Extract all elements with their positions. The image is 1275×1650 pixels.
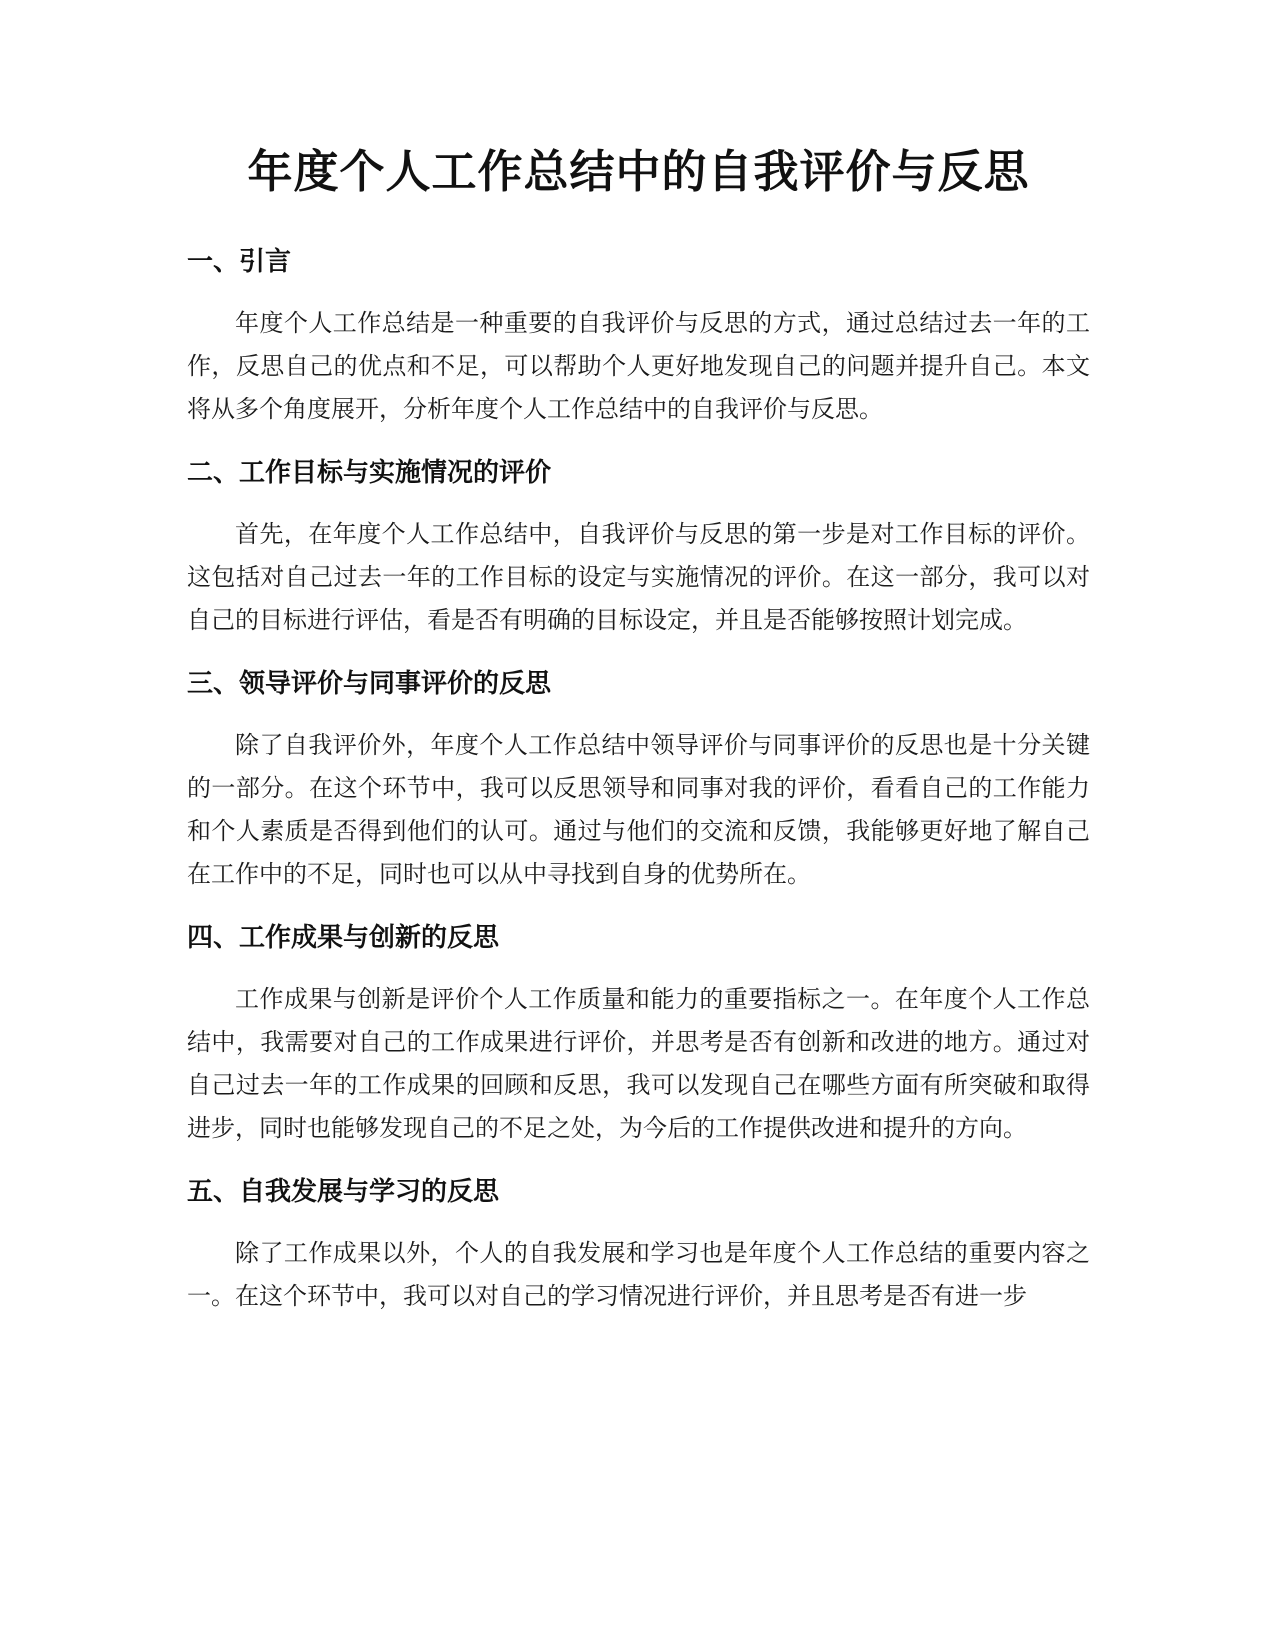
section-heading: 五、自我发展与学习的反思 [187,1177,500,1207]
section-paragraph: 年度个人工作总结是一种重要的自我评价与反思的方式，通过总结过去一年的工作，反思自己的优点和不足，可以帮助个人更好地发现自己的问题并提升自己。本文将从多个角度展开，分析年度个人工作总结中的自我评价与反思。 [187,309,1090,423]
document-page [187,140,1090,1340]
section-heading: 四、工作成果与创新的反思 [187,923,500,953]
section-heading: 二、工作目标与实施情况的评价 [187,458,552,488]
section-introduction [187,242,1090,431]
section-results-innovation [187,918,1090,1150]
section-leader-colleague-review [187,664,1090,896]
section-paragraph: 除了自我评价外，年度个人工作总结中领导评价与同事评价的反思也是十分关键的一部分。在这个环节中，我可以反思领导和同事对我的评价，看看自己的工作能力和个人素质是否得到他们的认可。通过与他们的交流和反馈，我能够更好地了解自己在工作中的不足，同时也可以从中寻找到自身的优势所在。 [187,731,1090,888]
section-heading: 一、引言 [187,247,292,277]
document-title: 年度个人工作总结中的自我评价与反思 [247,145,1030,198]
section-paragraph: 除了工作成果以外，个人的自我发展和学习也是年度个人工作总结的重要内容之一。在这个环节中，我可以对自己的学习情况进行评价，并且思考是否有进一步 [187,1239,1090,1310]
section-work-goals [187,453,1090,642]
section-paragraph: 工作成果与创新是评价个人工作质量和能力的重要指标之一。在年度个人工作总结中，我需要对自己的工作成果进行评价，并思考是否有创新和改进的地方。通过对自己过去一年的工作成果的回顾和反思，我可以发现自己在哪些方面有所突破和取得进步，同时也能够发现自己的不足之处，为今后的工作提供改进和提升的方向。 [187,985,1090,1142]
section-self-development [187,1172,1090,1318]
section-paragraph: 首先，在年度个人工作总结中，自我评价与反思的第一步是对工作目标的评价。这包括对自己过去一年的工作目标的设定与实施情况的评价。在这一部分，我可以对自己的目标进行评估，看是否有明确的目标设定，并且是否能够按照计划完成。 [187,520,1090,634]
section-heading: 三、领导评价与同事评价的反思 [187,669,552,699]
